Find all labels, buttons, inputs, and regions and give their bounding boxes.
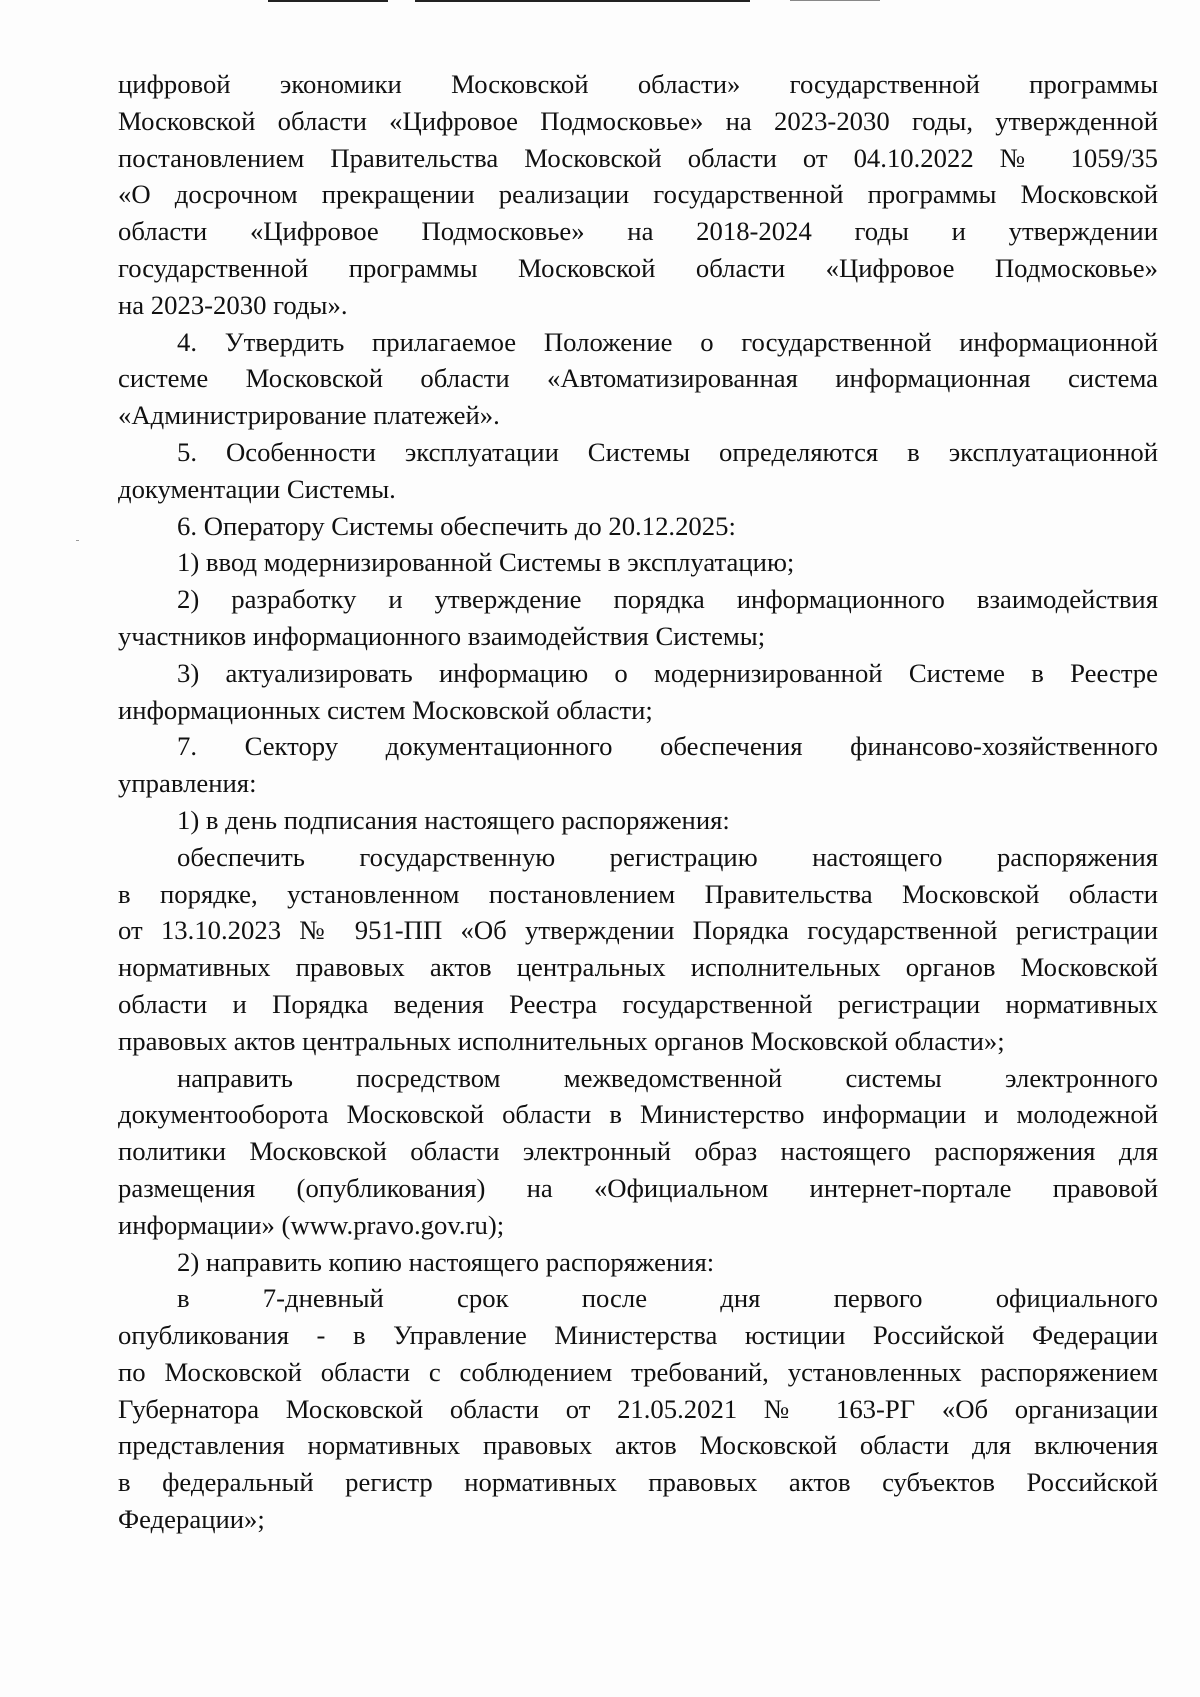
paragraph-p6-1-line: 1) ввод модернизированной Системы в эксплуатацию; bbox=[177, 547, 795, 578]
paragraph-cont-line: на 2023-2030 годы». bbox=[118, 289, 348, 320]
paragraph-cont-line: цифровой экономики Московской области» государственной программы bbox=[118, 69, 1158, 99]
paragraph-p7-1a-line: области и Порядка ведения Реестра государственной регистрации нормативных bbox=[118, 988, 1158, 1019]
paragraph-p6-3-line: 3) актуализировать информацию о модернизированной Системе в Реестре bbox=[177, 657, 1158, 688]
paragraph-p7-1a-line: от 13.10.2023 № 951-ПП «Об утверждении Порядка государственной регистрации bbox=[118, 915, 1158, 946]
paragraph-p4-line: системе Московской области «Автоматизированная информационная система bbox=[118, 363, 1158, 394]
paragraph-p7-1b-line: направить посредством межведомственной системы электронного bbox=[177, 1062, 1158, 1093]
top-edge-line bbox=[415, 0, 750, 2]
paragraph-p5-line: 5. Особенности эксплуатации Системы определяются в эксплуатационной bbox=[177, 436, 1158, 467]
paragraph-p7-2a-line: опубликования - в Управление Министерства юстиции Российской Федерации bbox=[118, 1320, 1158, 1351]
paragraph-p7-1b-line: политики Московской области электронный образ настоящего распоряжения для bbox=[118, 1136, 1158, 1167]
top-edge-line bbox=[268, 0, 388, 2]
paragraph-p7-line: 7. Сектору документационного обеспечения финансово-хозяйственного bbox=[177, 731, 1158, 762]
paragraph-p7-2-line: 2) направить копию настоящего распоряжения: bbox=[177, 1246, 715, 1277]
paragraph-p6-line: 6. Оператору Системы обеспечить до 20.12.2025: bbox=[177, 510, 736, 541]
paragraph-cont-line: области «Цифровое Подмосковье» на 2018-2024 годы и утверждении bbox=[118, 216, 1158, 247]
paragraph-p7-2a-line: Губернатора Московской области от 21.05.2021 № 163-РГ «Об организации bbox=[118, 1393, 1158, 1424]
paragraph-cont-line: Московской области «Цифровое Подмосковье» на 2023-2030 годы, утвержденной bbox=[118, 105, 1158, 136]
paragraph-p6-2-line: 2) разработку и утверждение порядка информационного взаимодействия bbox=[177, 584, 1158, 615]
paragraph-p7-1b-line: информации» (www.pravo.gov.ru); bbox=[118, 1209, 505, 1240]
paragraph-p7-2a-line: представления нормативных правовых актов Московской области для включения bbox=[118, 1430, 1158, 1461]
paragraph-p4-line: 4. Утвердить прилагаемое Положение о государственной информационной bbox=[177, 326, 1158, 357]
paragraph-cont-line: постановлением Правительства Московской области от 04.10.2022 № 1059/35 bbox=[118, 142, 1158, 173]
paragraph-p6-3-line: информационных систем Московской области; bbox=[118, 694, 653, 725]
paragraph-cont-line: «О досрочном прекращении реализации государственной программы Московской bbox=[118, 179, 1158, 210]
paragraph-p7-2a-line: в 7-дневный срок после дня первого официального bbox=[177, 1283, 1158, 1314]
paragraph-p7-2a-line: Федерации»; bbox=[118, 1504, 265, 1535]
paragraph-p5-line: документации Системы. bbox=[118, 473, 396, 504]
paragraph-p7-1b-line: размещения (опубликования) на «Официальном интернет-портале правовой bbox=[118, 1172, 1158, 1203]
top-edge-line bbox=[790, 0, 880, 1]
paragraph-p7-1a-line: в порядке, установленном постановлением Правительства Московской области bbox=[118, 878, 1158, 909]
paragraph-p7-1a-line: нормативных правовых актов центральных исполнительных органов Московской bbox=[118, 952, 1158, 983]
document-body bbox=[118, 66, 1158, 1538]
paragraph-p7-1a-line: правовых актов центральных исполнительных органов Московской области»; bbox=[118, 1025, 1005, 1056]
paragraph-p7-1a-line: обеспечить государственную регистрацию настоящего распоряжения bbox=[177, 841, 1158, 872]
paragraph-p7-1-line: 1) в день подписания настоящего распоряжения: bbox=[177, 804, 730, 835]
paragraph-p4-line: «Администрирование платежей». bbox=[118, 400, 500, 431]
paragraph-p7-1b-line: документооборота Московской области в Министерство информации и молодежной bbox=[118, 1099, 1158, 1130]
paragraph-cont-line: государственной программы Московской области «Цифровое Подмосковье» bbox=[118, 252, 1158, 283]
paragraph-p6-2-line: участников информационного взаимодействия Системы; bbox=[118, 620, 766, 651]
paragraph-p7-2a-line: по Московской области с соблюдением требований, установленных распоряжением bbox=[118, 1356, 1158, 1387]
scan-speck bbox=[76, 540, 79, 541]
paragraph-p7-line: управления: bbox=[118, 768, 257, 799]
paragraph-p7-2a-line: в федеральный регистр нормативных правовых актов субъектов Российской bbox=[118, 1467, 1158, 1498]
